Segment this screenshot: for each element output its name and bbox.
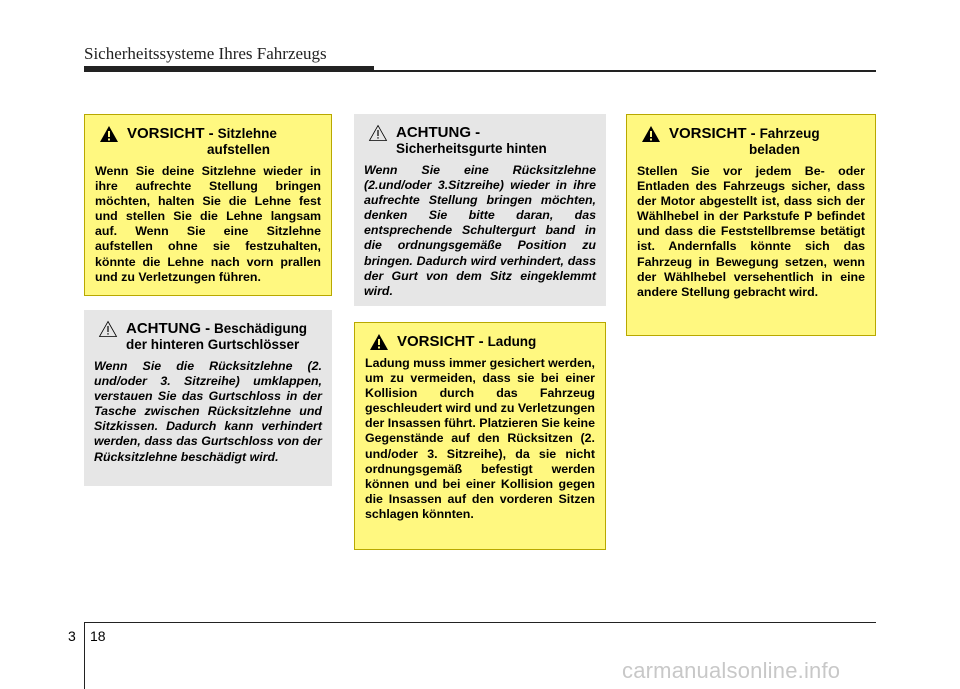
caution-body: Wenn Sie deine Sitzlehne wieder in ihre aufrechte Stellung bringen möchten, halten Sie die Lehne fest und stellen Sie die Lehne langsam auf. Wenn Sie eine Sitzlehne aufstellen ohne sie festzuhalten, könnte die Lehne nach vorn prallen und zu Verletzungen führen. [95, 164, 321, 284]
caution-title [95, 125, 321, 158]
page-header-title: Sicherheitssysteme Ihres Fahrzeugs [84, 44, 327, 63]
notice-title [94, 320, 322, 353]
footer-rule [84, 622, 876, 623]
notice-box-buckles [84, 310, 332, 486]
caution-box-cargo [354, 322, 606, 550]
notice-title [364, 124, 596, 157]
notice-body: Wenn Sie eine Rücksitzlehne (2.und/oder 3.Sitzreihe) wieder in ihre aufrechte Stellung bringen möchten, denken Sie bitte daran, das entsprechende Schultergurt band in die ordnungsgemäße Position zu bringen. Dadurch wird verhindert, dass der Gurt von dem Sitz eingeklemmt wird. [364, 163, 596, 298]
caution-keyword: VORSICHT - [397, 333, 484, 350]
caution-body: Stellen Sie vor jedem Be- oder Entladen des Fahrzeugs sicher, dass der Motor abgestellt ist, dass sich der Wählhebel in der Parkstufe P befindet und dass die Feststellbremse betätigt ist. Andernfalls könnte sich das Fahrzeug in Bewegung setzen, wenn der Wählhebel versehentlich in eine andere Stellung gebracht wird. [637, 164, 865, 299]
caution-title [365, 333, 595, 350]
notice-box-rear-belts [354, 114, 606, 306]
caution-title [637, 125, 865, 158]
caution-keyword: VORSICHT - [669, 125, 756, 142]
notice-subtitle: Beschädigung [214, 321, 308, 336]
caution-subtitle: Fahrzeug [759, 126, 820, 141]
header-rule-thin [374, 70, 876, 72]
notice-subtitle: Sicherheitsgurte hinten [396, 141, 547, 156]
caution-keyword: VORSICHT - [127, 125, 214, 142]
page-number: 18 [90, 628, 106, 644]
footer-divider [84, 622, 85, 689]
caution-subtitle: Ladung [487, 334, 537, 349]
caution-body: Ladung muss immer gesichert werden, um zu vermeiden, dass sie bei einer Kollision durch das Fahrzeug geschleudert wird und zu Verletzungen der Insassen führt. Platzieren Sie keine Gegenstände auf den Rücksitzen (2. und/oder 3. Sitzreihe), da sie nicht ordnungsgemäß befestigt werden können und bei einer Kollision gegen die Insassen auf den vorderen Sitzen schlagen könnten. [365, 356, 596, 521]
warning-filled-triangle-icon [369, 333, 389, 351]
warning-filled-triangle-icon [99, 125, 119, 143]
caution-subtitle: Sitzlehne [217, 126, 277, 141]
caution-box-seatback [84, 114, 332, 296]
warning-outline-triangle-icon [98, 320, 118, 338]
notice-keyword: ACHTUNG - [396, 124, 481, 141]
warning-filled-triangle-icon [641, 125, 661, 143]
warning-outline-triangle-icon [368, 124, 388, 142]
chapter-number: 3 [68, 628, 76, 644]
watermark: carmanualsonline.info [622, 658, 841, 683]
notice-keyword: ACHTUNG - [126, 320, 211, 337]
caution-subtitle-line2: aufstellen [207, 142, 271, 157]
caution-subtitle-line2: beladen [749, 142, 801, 157]
caution-box-loading [626, 114, 876, 336]
header-rule-thick [84, 66, 374, 72]
notice-body: Wenn Sie die Rücksitzlehne (2. und/oder 3. Sitzreihe) umklappen, verstauen Sie das Gurtschloss in der Tasche zwischen Rücksitzlehne und Sitzkissen. Dadurch kann verhindert werden, dass das Gurtschloss von der Rücksitzlehne beschädigt wird. [94, 359, 322, 464]
notice-subtitle-line2: der hinteren Gurtschlösser [126, 337, 300, 352]
